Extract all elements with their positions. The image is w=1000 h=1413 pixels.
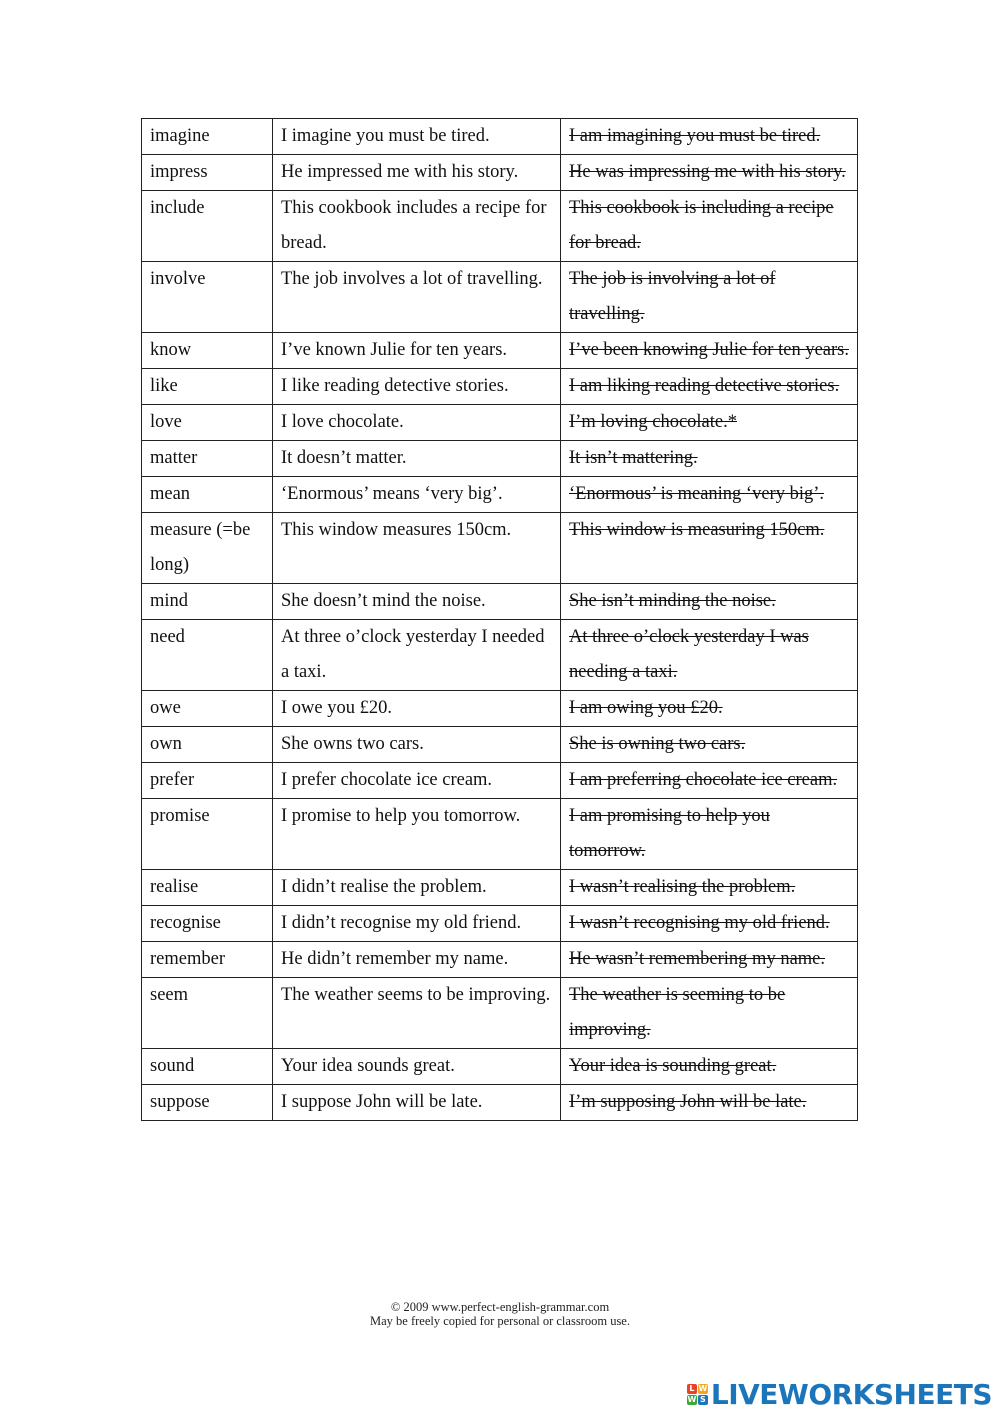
table-row: [142, 763, 858, 799]
footer: [0, 1300, 1000, 1328]
table-row: [142, 942, 858, 978]
table-row: [142, 155, 858, 191]
logo-text: LIVEWORKSHEETS: [710, 1377, 992, 1411]
liveworksheets-logo[interactable]: [687, 1376, 992, 1412]
verb-cell: mind: [142, 584, 273, 620]
verb-cell: like: [142, 369, 273, 405]
incorrect-example-cell: I wasn’t realising the problem.: [561, 870, 858, 906]
correct-example-cell: She doesn’t mind the noise.: [273, 584, 561, 620]
correct-example-cell: It doesn’t matter.: [273, 441, 561, 477]
table-row: [142, 799, 858, 870]
incorrect-example-cell: ‘Enormous’ is meaning ‘very big’.: [561, 477, 858, 513]
incorrect-example-cell: This cookbook is including a recipe for bread.: [561, 191, 858, 262]
verb-cell: include: [142, 191, 273, 262]
correct-example-cell: ‘Enormous’ means ‘very big’.: [273, 477, 561, 513]
incorrect-example-cell: I’m supposing John will be late.: [561, 1085, 858, 1121]
correct-example-cell: The weather seems to be improving.: [273, 978, 561, 1049]
verbs-table-body: [142, 119, 858, 1121]
incorrect-example-cell: The weather is seeming to be improving.: [561, 978, 858, 1049]
logo-mark-tile: W: [698, 1383, 708, 1393]
verb-cell: owe: [142, 691, 273, 727]
correct-example-cell: I didn’t realise the problem.: [273, 870, 561, 906]
verb-cell: realise: [142, 870, 273, 906]
verb-cell: recognise: [142, 906, 273, 942]
footer-license: May be freely copied for personal or classroom use.: [370, 1314, 630, 1328]
table-row: [142, 477, 858, 513]
incorrect-example-cell: At three o’clock yesterday I was needing a taxi.: [561, 620, 858, 691]
verb-cell: mean: [142, 477, 273, 513]
verb-cell: seem: [142, 978, 273, 1049]
correct-example-cell: I owe you £20.: [273, 691, 561, 727]
stative-verbs-table: [141, 118, 858, 1121]
verb-cell: prefer: [142, 763, 273, 799]
correct-example-cell: The job involves a lot of travelling.: [273, 262, 561, 333]
table-row: [142, 262, 858, 333]
correct-example-cell: I imagine you must be tired.: [273, 119, 561, 155]
table-row: [142, 369, 858, 405]
verb-cell: suppose: [142, 1085, 273, 1121]
verb-cell: matter: [142, 441, 273, 477]
correct-example-cell: I’ve known Julie for ten years.: [273, 333, 561, 369]
incorrect-example-cell: He was impressing me with his story.: [561, 155, 858, 191]
incorrect-example-cell: I am owing you £20.: [561, 691, 858, 727]
table-row: [142, 1049, 858, 1085]
verb-cell: remember: [142, 942, 273, 978]
footer-copyright: © 2009 www.perfect-english-grammar.com: [390, 1300, 610, 1314]
table-row: [142, 906, 858, 942]
correct-example-cell: I suppose John will be late.: [273, 1085, 561, 1121]
correct-example-cell: I promise to help you tomorrow.: [273, 799, 561, 870]
correct-example-cell: I love chocolate.: [273, 405, 561, 441]
correct-example-cell: At three o’clock yesterday I needed a taxi.: [273, 620, 561, 691]
incorrect-example-cell: I am preferring chocolate ice cream.: [561, 763, 858, 799]
incorrect-example-cell: Your idea is sounding great.: [561, 1049, 858, 1085]
correct-example-cell: I didn’t recognise my old friend.: [273, 906, 561, 942]
table-row: [142, 727, 858, 763]
logo-mark-tile: W: [687, 1394, 697, 1404]
incorrect-example-cell: I’ve been knowing Julie for ten years.: [561, 333, 858, 369]
correct-example-cell: I like reading detective stories.: [273, 369, 561, 405]
table-row: [142, 1085, 858, 1121]
correct-example-cell: He impressed me with his story.: [273, 155, 561, 191]
verb-cell: involve: [142, 262, 273, 333]
verb-cell: measure (=be long): [142, 513, 273, 584]
incorrect-example-cell: He wasn’t remembering my name.: [561, 942, 858, 978]
table-row: [142, 191, 858, 262]
verb-cell: promise: [142, 799, 273, 870]
correct-example-cell: This cookbook includes a recipe for bread.: [273, 191, 561, 262]
correct-example-cell: I prefer chocolate ice cream.: [273, 763, 561, 799]
table-row: [142, 620, 858, 691]
incorrect-example-cell: I’m loving chocolate.*: [561, 405, 858, 441]
correct-example-cell: This window measures 150cm.: [273, 513, 561, 584]
logo-mark-tile: L: [687, 1384, 697, 1394]
table-row: [142, 691, 858, 727]
incorrect-example-cell: I wasn’t recognising my old friend.: [561, 906, 858, 942]
verb-cell: impress: [142, 155, 273, 191]
correct-example-cell: He didn’t remember my name.: [273, 942, 561, 978]
incorrect-example-cell: I am liking reading detective stories.: [561, 369, 858, 405]
table-row: [142, 870, 858, 906]
verb-cell: need: [142, 620, 273, 691]
table-row: [142, 333, 858, 369]
verb-cell: imagine: [142, 119, 273, 155]
correct-example-cell: She owns two cars.: [273, 727, 561, 763]
logo-mark-tile: S: [698, 1395, 708, 1405]
incorrect-example-cell: I am imagining you must be tired.: [561, 119, 858, 155]
table-row: [142, 978, 858, 1049]
verb-cell: sound: [142, 1049, 273, 1085]
incorrect-example-cell: It isn’t mattering.: [561, 441, 858, 477]
logo-mark-icon: [687, 1384, 708, 1405]
incorrect-example-cell: She isn’t minding the noise.: [561, 584, 858, 620]
table-row: [142, 119, 858, 155]
incorrect-example-cell: She is owning two cars.: [561, 727, 858, 763]
verb-cell: know: [142, 333, 273, 369]
table-row: [142, 513, 858, 584]
incorrect-example-cell: I am promising to help you tomorrow.: [561, 799, 858, 870]
verb-cell: own: [142, 727, 273, 763]
table-row: [142, 441, 858, 477]
incorrect-example-cell: This window is measuring 150cm.: [561, 513, 858, 584]
table-row: [142, 405, 858, 441]
correct-example-cell: Your idea sounds great.: [273, 1049, 561, 1085]
verb-cell: love: [142, 405, 273, 441]
table-row: [142, 584, 858, 620]
incorrect-example-cell: The job is involving a lot of travelling.: [561, 262, 858, 333]
